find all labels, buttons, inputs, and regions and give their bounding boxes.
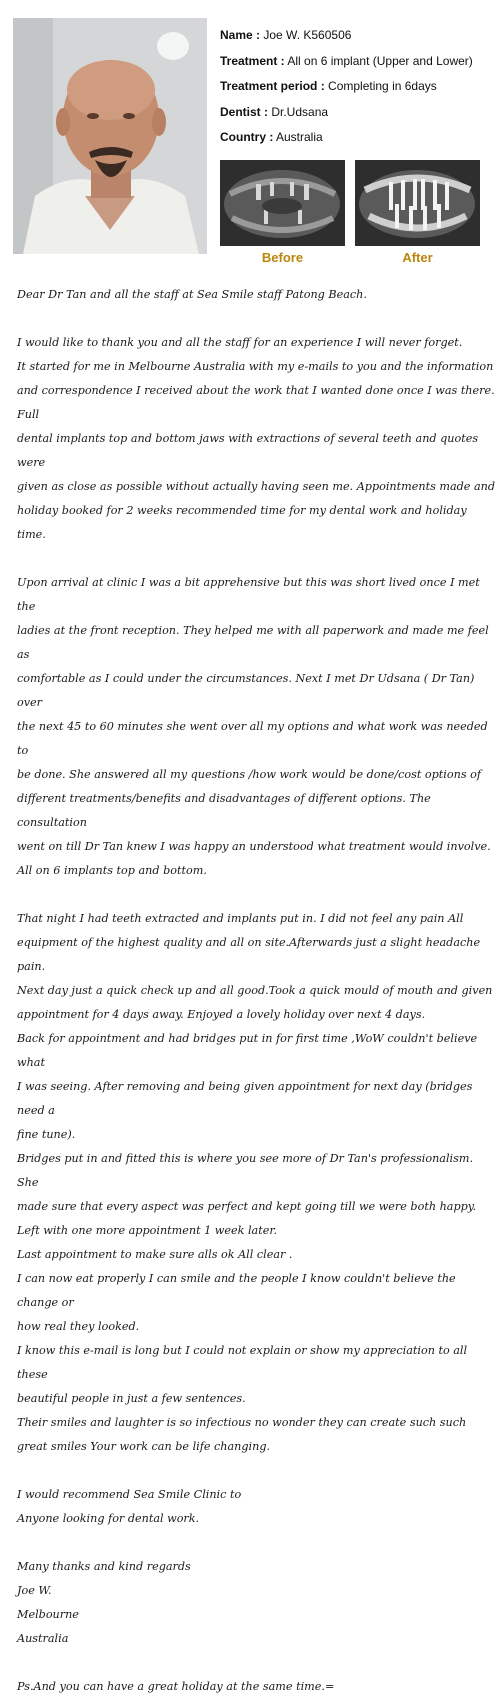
- before-caption: Before: [261, 250, 304, 265]
- letter-signature-name: Joe W.: [17, 1584, 52, 1597]
- testimonial-letter: [17, 283, 495, 1699]
- letter-signature-city: Melbourne: [17, 1608, 79, 1621]
- letter-line: comfortable as I could under the circumstances. Next I met Dr Udsana ( Dr Tan) over: [17, 672, 475, 709]
- letter-line: All on 6 implants top and bottom.: [17, 864, 207, 877]
- letter-postscript: Ps.And you can have a great holiday at the same time.=: [17, 1680, 335, 1693]
- letter-line: I would like to thank you and all the staff for an experience I will never forget.: [17, 336, 463, 349]
- dentist-row: [220, 103, 500, 129]
- patient-photo: [13, 18, 207, 254]
- letter-greeting: Dear Dr Tan and all the staff at Sea Smile staff Patong Beach.: [17, 288, 367, 301]
- letter-line: fine tune).: [17, 1128, 76, 1141]
- patient-info: [220, 26, 500, 154]
- letter-line: It started for me in Melbourne Australia with my e-mails to you and the information: [17, 360, 494, 373]
- letter-line: Bridges put in and fitted this is where you see more of Dr Tan's professionalism. She: [17, 1152, 474, 1189]
- treatment-row: [220, 52, 500, 78]
- letter-line: different treatments/benefits and disadvantages of different options. The consultation: [17, 792, 431, 829]
- letter-signoff: Many thanks and kind regards: [17, 1560, 191, 1573]
- letter-line: Anyone looking for dental work.: [17, 1512, 200, 1525]
- letter-line: made sure that every aspect was perfect and kept going till we were both happy.: [17, 1200, 477, 1213]
- letter-line: be done. She answered all my questions /how work would be done/cost options of: [17, 768, 481, 781]
- name-row: [220, 26, 500, 52]
- letter-line: Their smiles and laughter is so infectious no wonder they can create such such: [17, 1416, 467, 1429]
- name-value: Joe W. K560506: [263, 28, 352, 42]
- letter-line: appointment for 4 days away. Enjoyed a lovely holiday over next 4 days.: [17, 1008, 426, 1021]
- after-caption: After: [402, 250, 433, 265]
- letter-line: Next day just a quick check up and all good.Took a quick mould of mouth and given: [17, 984, 493, 997]
- letter-line: I can now eat properly I can smile and the people I know couldn't believe the change or: [17, 1272, 456, 1309]
- letter-line: Left with one more appointment 1 week later.: [17, 1224, 277, 1237]
- name-label: Name :: [220, 28, 261, 42]
- letter-line: ladies at the front reception. They helped me with all paperwork and made me feel as: [17, 624, 489, 661]
- treatment-period-row: [220, 77, 500, 103]
- letter-line: I would recommend Sea Smile Clinic to: [17, 1488, 242, 1501]
- letter-line: dental implants top and bottom jaws with extractions of several teeth and quotes were: [17, 432, 479, 469]
- dentist-value: Dr.Udsana: [271, 104, 329, 119]
- letter-line: I was seeing. After removing and being given appointment for next day (bridges need a: [17, 1080, 473, 1117]
- treatment-period-value: Completing in 6days: [328, 79, 437, 93]
- letter-line: Back for appointment and had bridges put in for first time ,WoW couldn't believe what: [17, 1032, 478, 1069]
- letter-line: the next 45 to 60 minutes she went over all my options and what work was needed to: [17, 720, 488, 757]
- letter-line: beautiful people in just a few sentences.: [17, 1392, 246, 1405]
- country-value: Australia: [276, 130, 323, 144]
- letter-signature-country: Australia: [17, 1632, 69, 1645]
- letter-line: how real they looked.: [17, 1320, 140, 1333]
- treatment-period-label: Treatment period :: [220, 79, 325, 93]
- country-label: Country :: [220, 130, 274, 144]
- treatment-value: All on 6 implant (Upper and Lower): [287, 53, 473, 68]
- after-xray-image: [355, 160, 480, 246]
- letter-line: That night I had teeth extracted and implants put in. I did not feel any pain All: [17, 912, 464, 925]
- country-row: [220, 128, 500, 154]
- letter-line: equipment of the highest quality and all on site.Afterwards just a slight headache pain.: [17, 936, 481, 973]
- letter-line: Upon arrival at clinic I was a bit apprehensive but this was short lived once I met the: [17, 576, 480, 613]
- dentist-label: Dentist :: [220, 104, 268, 119]
- letter-line: went on till Dr Tan knew I was happy an understood what treatment would involve.: [17, 840, 491, 853]
- letter-line: great smiles Your work can be life changing.: [17, 1440, 271, 1453]
- letter-line: given as close as possible without actually having seen me. Appointments made and: [17, 480, 496, 493]
- letter-line: Last appointment to make sure alls ok All clear .: [17, 1248, 293, 1261]
- letter-line: and correspondence I received about the work that I wanted done once I was there. Full: [17, 384, 495, 421]
- treatment-label: Treatment :: [220, 53, 285, 68]
- letter-line: holiday booked for 2 weeks recommended time for my dental work and holiday time.: [17, 504, 467, 541]
- letter-line: I know this e-mail is long but I could not explain or show my appreciation to all these: [17, 1344, 468, 1381]
- before-xray-image: [220, 160, 345, 246]
